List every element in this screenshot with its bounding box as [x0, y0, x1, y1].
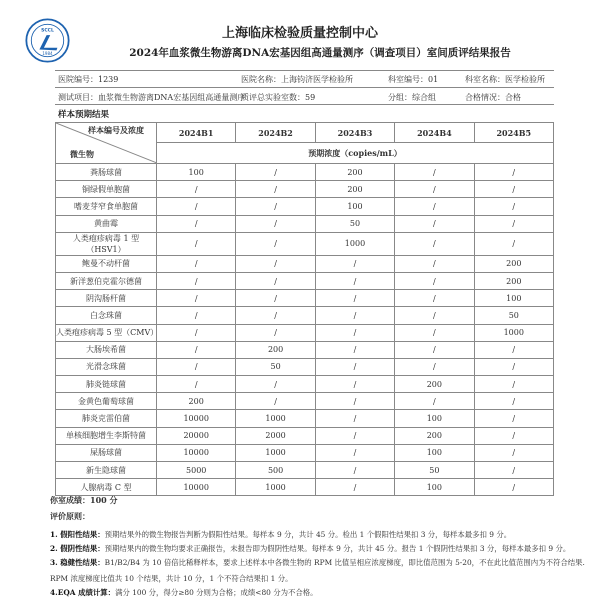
concentration-cell: 50 [315, 215, 394, 232]
microbe-name: 阴沟肠杆菌 [56, 290, 157, 307]
microbe-name: 黄曲霉 [56, 215, 157, 232]
concentration-cell: / [157, 307, 236, 324]
concentration-cell: 200 [474, 272, 553, 289]
divider [55, 70, 554, 71]
concentration-cell: / [157, 272, 236, 289]
center-title: 上海临床检验质量控制中心 [221, 26, 378, 41]
concentration-cell: / [474, 427, 553, 444]
concentration-cell: / [474, 232, 553, 255]
concentration-cell: / [315, 479, 394, 496]
concentration-cell: / [315, 393, 394, 410]
concentration-cell: / [315, 427, 394, 444]
concentration-cell: 10000 [157, 479, 236, 496]
concentration-cell: / [474, 181, 553, 198]
microbe-name: 人类疱疹病毒 1 型（HSV1） [56, 232, 157, 255]
concentration-cell: / [474, 376, 553, 393]
concentration-cell: 200 [315, 164, 394, 181]
hospital-no: 医院编号：1239 [58, 75, 119, 84]
column-header: 2024B2 [236, 123, 315, 143]
concentration-cell: / [474, 358, 553, 375]
table-row [56, 181, 554, 198]
dept-no: 科室编号：01 [388, 75, 439, 84]
microbe-name: 嗜麦芽窄食单胞菌 [56, 198, 157, 215]
test-item: 测试项目：血浆微生物游离DNA宏基因组高通量测序 [58, 93, 246, 102]
concentration-cell: / [395, 290, 474, 307]
concentration-cell: / [474, 393, 553, 410]
microbe-name: 鲍曼不动杆菌 [56, 255, 157, 272]
concentration-cell: 2000 [236, 427, 315, 444]
criteria-text: 满分 100 分，得分≥80 分则为合格；成绩<80 分为不合格。 [115, 588, 318, 597]
microbe-name: 单核细胞增生李斯特菌 [56, 427, 157, 444]
concentration-cell: / [395, 255, 474, 272]
criteria-text: RPM 浓度梯度比值共 10 个结果，共计 10 分，1 个不符合结果扣 1 分。 [50, 574, 293, 583]
concentration-cell: / [157, 324, 236, 341]
concentration-cell: / [236, 181, 315, 198]
microbe-name: 人腺病毒 C 型 [56, 479, 157, 496]
concentration-subheader: 预期浓度（copies/mL） [157, 143, 554, 164]
table-row [56, 444, 554, 461]
section-title: 样本预期结果 [58, 110, 110, 120]
concentration-cell: 10000 [157, 444, 236, 461]
concentration-cell: / [236, 255, 315, 272]
criteria-item [50, 573, 293, 584]
table-row [56, 393, 554, 410]
concentration-cell: 100 [315, 198, 394, 215]
concentration-cell: 100 [395, 410, 474, 427]
microbe-name: 屎肠球菌 [56, 444, 157, 461]
table-row [56, 215, 554, 232]
microbe-name: 肺炎链球菌 [56, 376, 157, 393]
table-row [56, 164, 554, 181]
concentration-cell: 200 [236, 341, 315, 358]
microbe-name: 新洋葱伯克霍尔德菌 [56, 272, 157, 289]
table-row [56, 427, 554, 444]
concentration-cell: / [236, 324, 315, 341]
concentration-cell: / [157, 376, 236, 393]
corner-bottom-label: 微生物 [70, 149, 94, 159]
concentration-cell: 1000 [236, 479, 315, 496]
concentration-cell: / [474, 462, 553, 479]
concentration-cell: / [315, 307, 394, 324]
concentration-cell: / [474, 164, 553, 181]
group: 分组：综合组 [388, 93, 436, 102]
corner-top-label: 样本编号及浓度 [88, 125, 144, 135]
concentration-cell: / [315, 444, 394, 461]
total-labs: 质评总实验室数：59 [241, 93, 316, 102]
report-title: 2024年血浆微生物游离DNA宏基因组高通量测序（调查项目）室间质评结果报告 [129, 47, 511, 59]
concentration-cell: / [474, 410, 553, 427]
hospital-name: 医院名称：上海钧济医学检验所 [241, 75, 353, 84]
table-row [56, 307, 554, 324]
concentration-cell: / [315, 272, 394, 289]
concentration-cell: / [395, 341, 474, 358]
concentration-cell: 200 [157, 393, 236, 410]
svg-text:1984: 1984 [42, 50, 53, 56]
table-row [56, 272, 554, 289]
table-row [56, 376, 554, 393]
criteria-label: 4.EQA 成绩计算： [50, 588, 116, 597]
concentration-cell: / [157, 290, 236, 307]
concentration-cell: 100 [395, 479, 474, 496]
concentration-cell: 50 [474, 307, 553, 324]
concentration-cell: / [315, 462, 394, 479]
criteria-label: 3. 稳健性结果： [50, 558, 105, 567]
corner-cell [56, 123, 157, 164]
table-row [56, 479, 554, 496]
column-header: 2024B4 [395, 123, 474, 143]
concentration-cell: / [315, 255, 394, 272]
microbe-name: 肺炎克雷伯菌 [56, 410, 157, 427]
concentration-cell: / [474, 479, 553, 496]
table-row [56, 324, 554, 341]
concentration-cell: / [395, 324, 474, 341]
concentration-cell: / [236, 307, 315, 324]
concentration-cell: / [315, 410, 394, 427]
concentration-cell: / [474, 341, 553, 358]
criteria-label: 1. 假阳性结果： [50, 530, 105, 539]
microbe-name: 光滑念珠菌 [56, 358, 157, 375]
concentration-cell: / [315, 376, 394, 393]
concentration-cell: 50 [395, 462, 474, 479]
concentration-cell: 200 [395, 427, 474, 444]
concentration-cell: / [395, 393, 474, 410]
concentration-cell: 100 [157, 164, 236, 181]
concentration-cell: / [157, 358, 236, 375]
concentration-cell: / [157, 215, 236, 232]
concentration-cell: / [395, 307, 474, 324]
concentration-cell: / [157, 255, 236, 272]
concentration-cell: 50 [236, 358, 315, 375]
lab-score: 你室成绩：100 分 [50, 495, 118, 505]
microbe-name: 新生隐球菌 [56, 462, 157, 479]
criteria-item [50, 587, 318, 598]
concentration-cell: 1000 [236, 444, 315, 461]
divider [55, 104, 554, 105]
concentration-cell: / [395, 272, 474, 289]
concentration-cell: 5000 [157, 462, 236, 479]
concentration-cell: / [395, 232, 474, 255]
dept-name: 科室名称：医学检验所 [465, 75, 545, 84]
microbe-name: 金黄色葡萄球菌 [56, 393, 157, 410]
concentration-cell: / [395, 215, 474, 232]
concentration-cell: / [236, 393, 315, 410]
microbe-name: 白念珠菌 [56, 307, 157, 324]
concentration-cell: / [315, 341, 394, 358]
microbe-name: 人类疱疹病毒 5 型（CMV） [56, 324, 157, 341]
concentration-cell: 100 [395, 444, 474, 461]
concentration-cell: / [236, 164, 315, 181]
concentration-cell: / [315, 324, 394, 341]
table-row [56, 198, 554, 215]
divider [55, 87, 554, 88]
concentration-cell: 1000 [315, 232, 394, 255]
concentration-cell: / [315, 290, 394, 307]
table-row [56, 462, 554, 479]
column-header: 2024B3 [315, 123, 394, 143]
criteria-text: B1/B2/B4 为 10 倍倍比稀释样本，要求上述样本中各微生物的 RPM 比值呈相应浓度梯度，即比值范围为 5-20，不在此比值范围内为不符合结果. [104, 558, 585, 567]
concentration-cell: / [157, 341, 236, 358]
concentration-cell: / [315, 358, 394, 375]
criteria-label: 2. 假阴性结果： [50, 544, 105, 553]
concentration-cell: 200 [474, 255, 553, 272]
criteria-text: 预期结果外的微生物报告判断为假阳性结果。每样本 9 分，共计 45 分。检出 1 个假阳性结果扣 3 分，每样本最多扣 9 分。 [104, 530, 512, 539]
column-header: 2024B5 [474, 123, 553, 143]
pass-status: 合格情况：合格 [465, 93, 521, 102]
concentration-cell: / [236, 290, 315, 307]
microbe-name: 大肠埃希菌 [56, 341, 157, 358]
concentration-cell: 1000 [474, 324, 553, 341]
table-row [56, 358, 554, 375]
criteria-text: 预期结果内的微生物均要求正确报告，未报告即为假阴性结果。每样本 9 分，共计 45 分。报告 1 个假阴性结果扣 3 分，每样本最多扣 9 分。 [104, 544, 571, 553]
svg-text:SCCL: SCCL [41, 28, 54, 34]
concentration-cell: / [395, 358, 474, 375]
concentration-cell: / [395, 198, 474, 215]
concentration-cell: / [236, 232, 315, 255]
concentration-cell: / [395, 164, 474, 181]
concentration-cell: / [236, 272, 315, 289]
concentration-cell: 10000 [157, 410, 236, 427]
concentration-cell: / [395, 181, 474, 198]
concentration-cell: 200 [395, 376, 474, 393]
concentration-cell: 500 [236, 462, 315, 479]
concentration-cell: 20000 [157, 427, 236, 444]
criteria-title: 评价原则： [50, 511, 90, 521]
table-row [56, 341, 554, 358]
microbe-name: 粪肠球菌 [56, 164, 157, 181]
column-header: 2024B1 [157, 123, 236, 143]
table-row [56, 255, 554, 272]
concentration-cell: / [157, 198, 236, 215]
table-row [56, 410, 554, 427]
concentration-cell: / [474, 198, 553, 215]
concentration-cell: 200 [315, 181, 394, 198]
microbe-name: 铜绿假单胞菌 [56, 181, 157, 198]
criteria-item [50, 529, 511, 540]
concentration-cell: / [157, 232, 236, 255]
concentration-cell: / [474, 444, 553, 461]
concentration-cell: 1000 [236, 410, 315, 427]
criteria-item [50, 543, 570, 554]
concentration-cell: / [474, 215, 553, 232]
table-row [56, 232, 554, 255]
concentration-cell: / [157, 181, 236, 198]
concentration-cell: 100 [474, 290, 553, 307]
expected-results-table [55, 122, 554, 496]
concentration-cell: / [236, 376, 315, 393]
concentration-cell: / [236, 198, 315, 215]
concentration-cell: / [236, 215, 315, 232]
table-row [56, 290, 554, 307]
criteria-item [50, 557, 585, 568]
